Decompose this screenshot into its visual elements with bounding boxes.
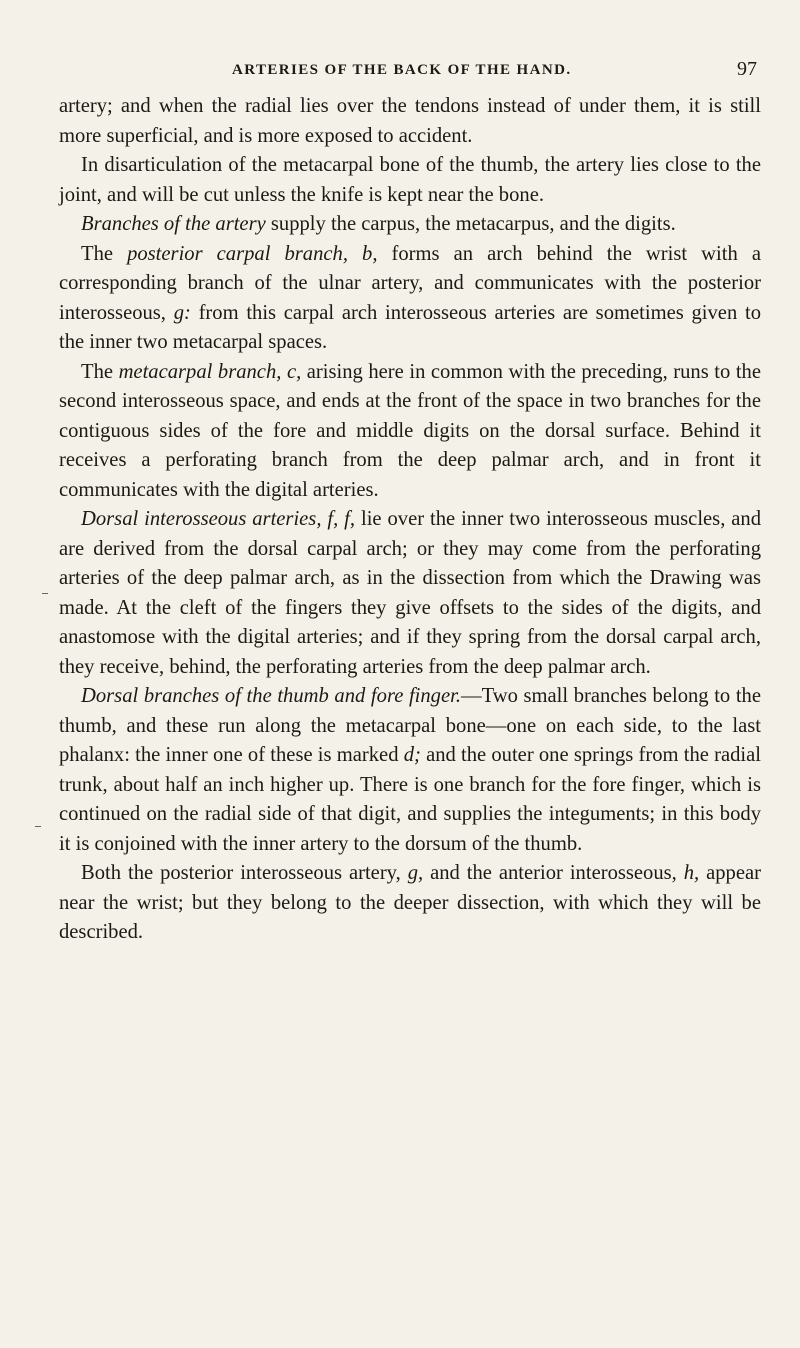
text-run: The [81, 360, 119, 383]
text-run: forms an arch behind the wrist with a corresponding branch of the ulnar artery, and communicates with the posterior interosseous, [59, 242, 761, 324]
italic-term: metacarpal branch, c, [118, 360, 302, 383]
text-run: lie over the inner two interosseous muscles, and are derived from the dorsal carpal arch; or they may come from the perforating arteries of the deep palmar arch, as in the dissection from which the Drawing was made. At the cleft of the fingers they give offsets to the sides of the digits, and anastomose with the digital arteries; and if they spring from the dorsal carpal arch, they receive, behind, the perforating arteries from the deep palmar arch. [59, 508, 761, 678]
text-run: arising here in common with the preceding, runs to the second interosseous space, and ends at the front of the space in two branches for the contiguous sides of the fore and middle digits on the dorsal surface. Behind it receives a perforating branch from the deep palmar arch, and in front it communicates with the digital arteries. [59, 360, 761, 501]
paragraph [59, 505, 761, 682]
paragraph [59, 151, 761, 210]
body-text [59, 92, 761, 948]
paragraph [59, 92, 761, 151]
margin-mark [42, 593, 48, 594]
paragraph [59, 240, 761, 358]
italic-heading: Branches of the artery [81, 213, 266, 235]
text-run: and the outer one springs from the radial trunk, about half an inch higher up. There is one branch for the fore finger, which is continued on the radial side of that digit, and supplies the integuments; in this body it is conjoined with the inner artery to the dorsum of the thumb. [59, 744, 761, 855]
text-run: Both the posterior interosseous artery, [81, 862, 408, 884]
italic-term: g, [407, 862, 424, 884]
italic-term: d; [403, 744, 421, 766]
running-title: ARTERIES OF THE BACK OF THE HAND. [232, 62, 572, 78]
italic-term: posterior carpal branch, b, [127, 242, 378, 265]
paragraph [59, 682, 761, 859]
text-run: In disarticulation of the metacarpal bone of the thumb, the artery lies close to the joint, and will be cut unless the knife is kept near the bone. [59, 154, 761, 206]
text-run: appear near the wrist; but they belong to the deeper dissection, with which they will be described. [59, 862, 761, 943]
paragraph [59, 210, 761, 240]
margin-mark [35, 826, 41, 827]
italic-term: g: [173, 301, 191, 324]
text-run: supply the carpus, the metacarpus, and the digits. [265, 213, 676, 235]
italic-term: h, [683, 862, 700, 884]
italic-heading: Dorsal interosseous arteries, f, f, [81, 508, 356, 530]
text-run: The [81, 242, 128, 265]
running-head [0, 58, 800, 84]
text-run: artery; and when the radial lies over the tendons instead of under them, it is still more superficial, and is more exposed to accident. [59, 95, 761, 147]
text-run: and the anterior interosseous, [423, 862, 684, 884]
text-run: —Two small branches belong to the thumb, and these run along the metacarpal bone—one on each side, to the last phalanx: the inner one of these is marked [59, 685, 761, 766]
text-run: from this carpal arch interosseous arteries are sometimes given to the inner two metacarpal spaces. [59, 301, 761, 353]
paragraph [59, 859, 761, 948]
page-number: 97 [737, 58, 757, 80]
paragraph [59, 358, 761, 506]
italic-heading: Dorsal branches of the thumb and fore finger. [81, 685, 461, 707]
